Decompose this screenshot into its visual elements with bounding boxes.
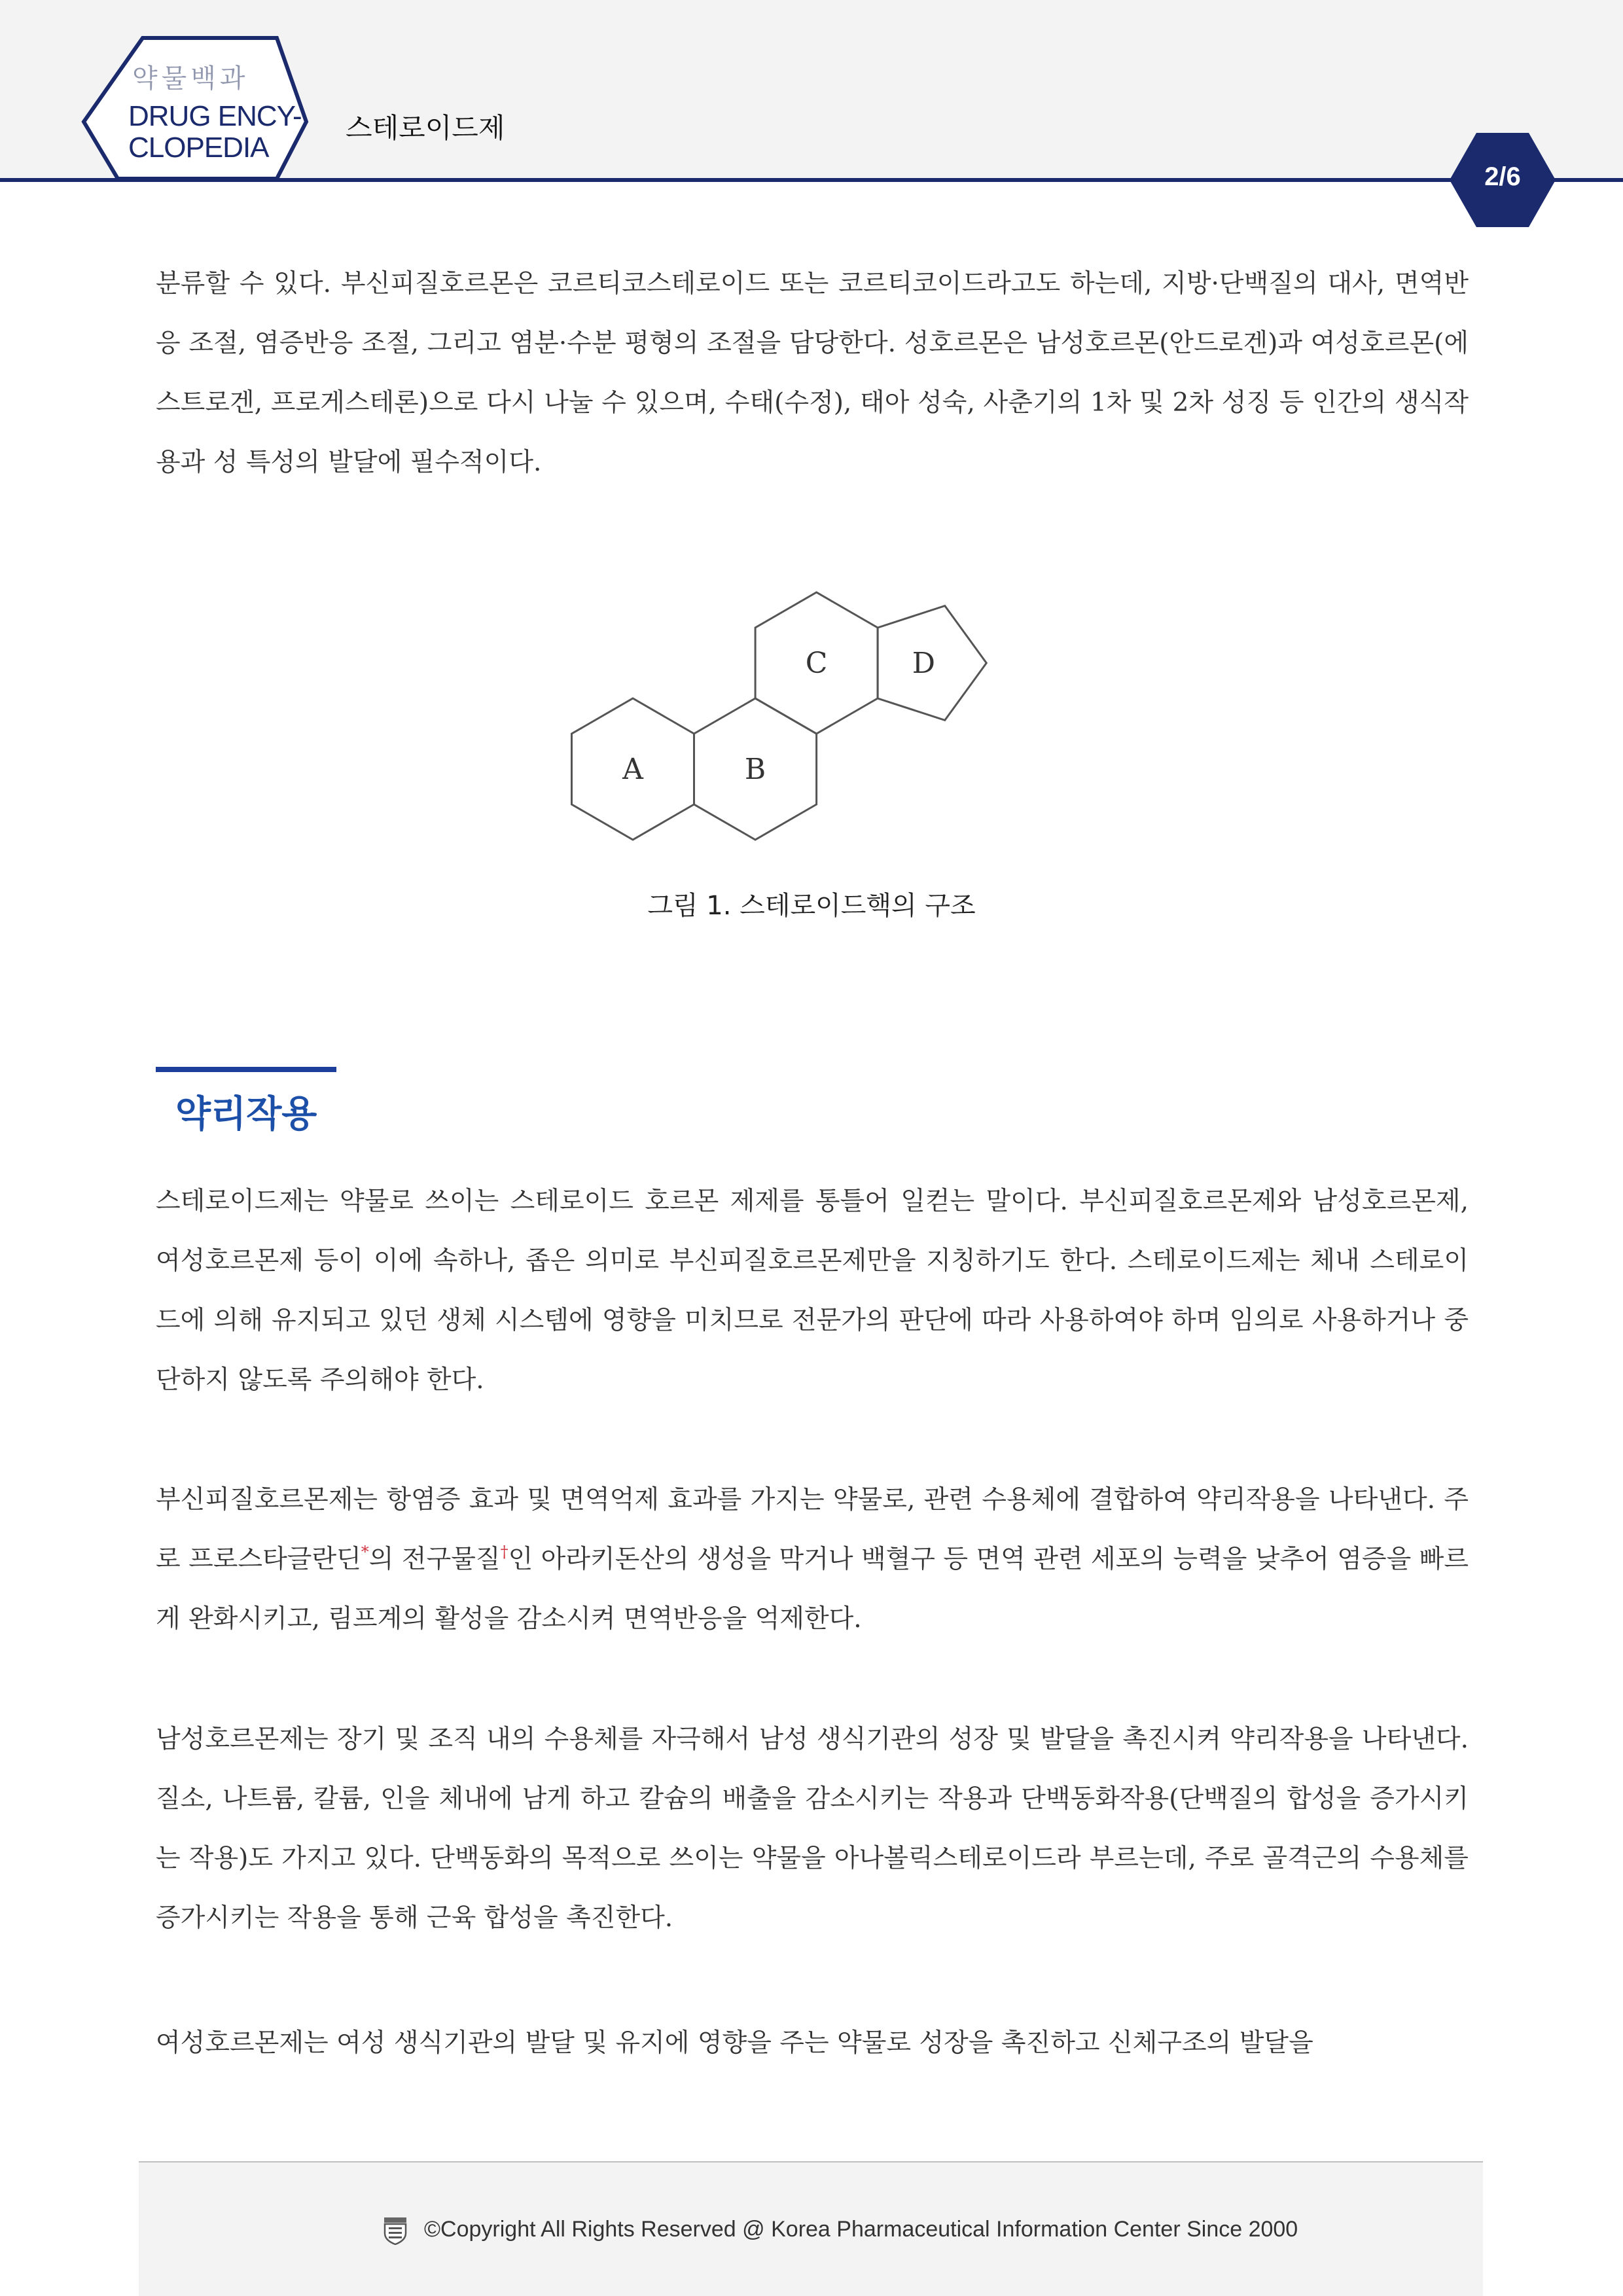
paragraph-text: 인 아라키돈산의 생성을 막거나 백혈구 등 면역 관련 세포의 능력을 낮추어 염증을 빠르게 완화시키고, 림프계의 활성을 감소시켜 면역반응을 억제한다. [156, 1545, 1469, 1634]
ring-label-c: C [805, 647, 828, 680]
paragraph-androgens: 남성호르몬제는 장기 및 조직 내의 수용체를 자극해서 남성 생식기관의 성장 및 발달을 촉진시켜 약리작용을 나타낸다. 질소, 나트륨, 칼륨, 인을 체내에 남게 하고 칼슘의 배출을 감소시키는 작용과 단백동화작용(단백질의 합성을 증가시키는 작용)도 가지고 있다. 단백동화의 목적으로 쓰이는 약물을 아나볼릭스테로이드라 부르는데, 주로 골격근의 수용체를 증가시키는 작용을 통해 근육 합성을 촉진한다. [156, 1725, 1469, 1933]
logo [128, 65, 312, 164]
paragraph-overview: 스테로이드제는 약물로 쓰이는 스테로이드 호르몬 제제를 통틀어 일컫는 말이다. 부신피질호르몬제와 남성호르몬제, 여성호르몬제 등이 이에 속하나, 좁은 의미로 부신피질호르몬제만을 지칭하기도 한다. 스테로이드제는 체내 스테로이드에 의해 유지되고 있던 생체 시스템에 영향을 미치므로 전문가의 판단에 따라 사용하여야 하며 임의로 사용하거나 중단하지 않도록 주의해야 한다. [156, 1187, 1469, 1395]
document-title: 스테로이드제 [346, 112, 505, 144]
steroid-nucleus-figure [550, 555, 1060, 869]
logo-english-line-2: CLOPEDIA [128, 132, 269, 164]
logo-korean: 약물백과 [132, 64, 249, 93]
section-heading: 약리작용 [175, 1093, 317, 1136]
ring-label-d: D [912, 647, 936, 680]
section-accent-bar [156, 1067, 336, 1072]
paragraph-text: 의 전구물질 [368, 1545, 501, 1574]
footnote-marker-asterisk: * [361, 1543, 369, 1561]
copyright-text: ©Copyright All Rights Reserved @ Korea Pharmaceutical Information Center Since 2000 [424, 2217, 1298, 2242]
paragraph-corticosteroids [156, 1470, 1469, 1649]
logo-english-line-1: DRUG ENCY- [128, 100, 302, 132]
figure-caption: 그림 1. 스테로이드핵의 구조 [647, 891, 976, 921]
kpic-shield-icon [382, 2216, 408, 2245]
ring-label-b: B [744, 753, 766, 786]
footnote-marker-dagger: † [500, 1543, 508, 1561]
paragraph-text: 부신피질호르몬제는 항염증 효과 및 면역억제 효과를 가지는 약물로, 관련 수용체에 결합하여 약리작용을 나타낸다. 주로 프로스타글란딘 [156, 1485, 1469, 1574]
ring-label-a: A [622, 753, 643, 786]
intro-paragraph: 분류할 수 있다. 부신피질호르몬은 코르티코스테로이드 또는 코르티코이드라고도 하는데, 지방·단백질의 대사, 면역반응 조절, 염증반응 조절, 그리고 염분·수분 평형의 조절을 담당한다. 성호르몬은 남성호르몬(안드로겐)과 여성호르몬(에스트로겐, 프로게스테론)으로 다시 나눌 수 있으며, 수태(수정), 태아 성숙, 사춘기의 1차 및 2차 성징 등 인간의 생식작용과 성 특성의 발달에 필수적이다. [156, 269, 1469, 477]
page-number: 2/6 [1484, 162, 1521, 191]
paragraph-estrogens: 여성호르몬제는 여성 생식기관의 발달 및 유지에 영향을 주는 약물로 성장을 촉진하고 신체구조의 발달을 [156, 2028, 1313, 2058]
